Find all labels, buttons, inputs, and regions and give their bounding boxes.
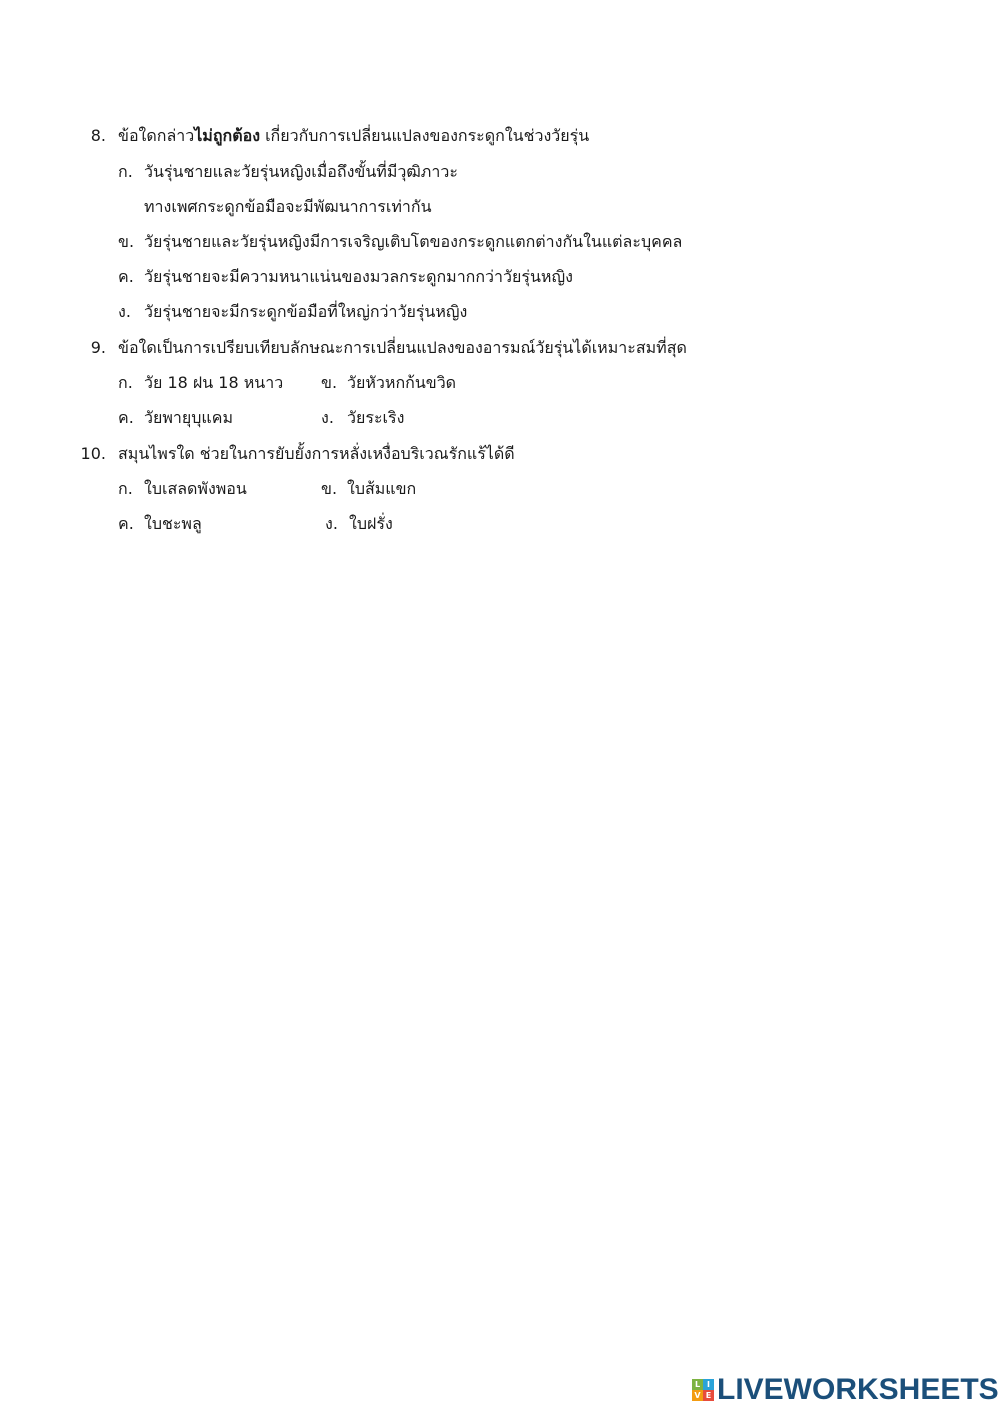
liveworksheets-logo xyxy=(692,1374,999,1406)
question-emphasis: ไม่ถูกต้อง xyxy=(194,126,260,145)
logo-mark-cell: I xyxy=(703,1379,714,1390)
option-label: ก. xyxy=(118,162,133,181)
option-text-continuation: ทางเพศกระดูกข้อมือจะมีพัฒนาการเท่ากัน xyxy=(144,197,432,216)
option-text: วันรุ่นชายและวัยรุ่นหญิงเมื่อถึงขั้นที่มีวุฒิภาวะ xyxy=(144,162,458,181)
question-text xyxy=(118,124,589,148)
option-text: ใบเสลดพังพอน xyxy=(144,479,247,498)
question-text-part: ข้อใดกล่าว xyxy=(118,126,195,145)
option-label: ค. xyxy=(118,408,134,427)
option-text: วัย 18 ฝน 18 หนาว xyxy=(144,373,284,392)
logo-mark-icon xyxy=(692,1379,714,1401)
option-text: วัยรุ่นชายจะมีความหนาแน่นของมวลกระดูกมากกว่าวัยรุ่นหญิง xyxy=(144,267,573,286)
logo-mark-cell: L xyxy=(692,1379,703,1390)
option-text: วัยรุ่นชายและวัยรุ่นหญิงมีการเจริญเติบโตของกระดูกแตกต่างกันในแต่ละบุคคล xyxy=(144,232,683,251)
option-label: ง. xyxy=(118,302,131,321)
option-label: ข. xyxy=(321,373,338,392)
logo-mark-cell: V xyxy=(692,1390,703,1401)
question-text: สมุนไพรใด ช่วยในการยับยั้งการหลั่งเหงื่อบริเวณรักแร้ได้ดี xyxy=(118,444,515,463)
logo-text: LIVEWORKSHEETS xyxy=(717,1373,999,1406)
question-text: ข้อใดเป็นการเปรียบเทียบลักษณะการเปลี่ยนแปลงของอารมณ์วัยรุ่นได้เหมาะสมที่สุด xyxy=(118,338,687,357)
option-label: ค. xyxy=(118,267,134,286)
option-text: วัยหัวหกก้นขวิด xyxy=(347,373,457,392)
logo-mark-cell: E xyxy=(703,1390,714,1401)
option-label: ง. xyxy=(321,408,334,427)
question-text-part: เกี่ยวกับการเปลี่ยนแปลงของกระดูกในช่วงวัยรุ่น xyxy=(260,126,590,145)
option-text: วัยพายุบุแคม xyxy=(144,408,233,427)
option-text: วัยรุ่นชายจะมีกระดูกข้อมือที่ใหญ่กว่าวัยรุ่นหญิง xyxy=(144,302,468,321)
question-number: 10. xyxy=(80,444,106,463)
option-text: ใบชะพลู xyxy=(144,514,202,533)
option-text: ใบส้มแขก xyxy=(347,479,417,498)
option-label: ก. xyxy=(118,373,133,392)
option-text: วัยระเริง xyxy=(347,408,405,427)
question-number: 8. xyxy=(90,126,106,145)
question-number: 9. xyxy=(90,338,106,357)
option-label: ข. xyxy=(321,479,338,498)
option-label: ง. xyxy=(325,514,338,533)
option-text: ใบฝรั่ง xyxy=(349,514,393,533)
option-label: ข. xyxy=(118,232,135,251)
option-label: ก. xyxy=(118,479,133,498)
option-label: ค. xyxy=(118,514,134,533)
